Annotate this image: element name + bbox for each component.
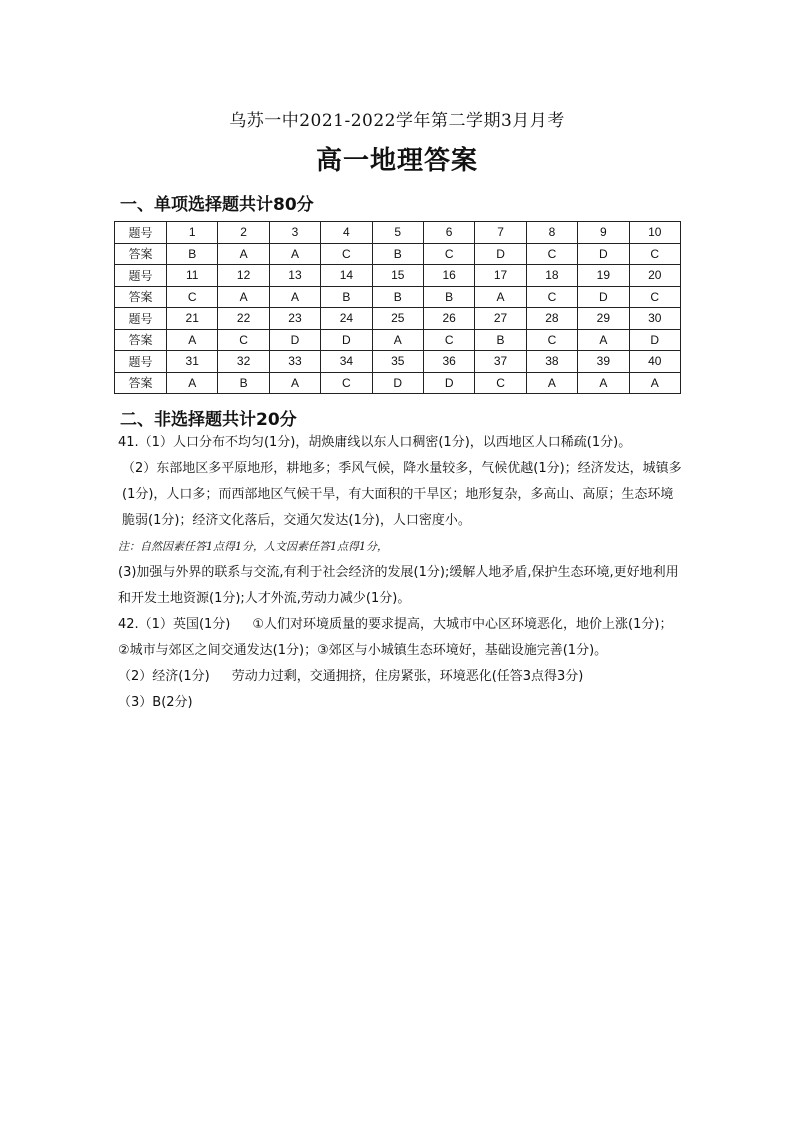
answer-cell: B [423,286,474,308]
question-number-cell: 24 [321,308,372,330]
page-title: 高一地理答案 [315,146,478,176]
answer-table [114,221,681,394]
q41-part2: （2）东部地区多平原地形，耕地多；季风气候，降水量较多，气候优越(1分)；经济发达，城镇多(1分)，人口多；而西部地区气候干旱，有大面积的干旱区；地形复杂，多高山、高原；生态环境脆弱(1分)；经济文化落后，交通欠发达(1分)，人口密度小。 [122,461,682,528]
row-label-answer: 答案 [115,286,167,308]
question-number-cell: 14 [321,265,372,287]
question-number-cell: 38 [526,351,577,373]
answer-cell: B [218,372,269,394]
question-number-cell: 26 [423,308,474,330]
question-number-cell: 31 [167,351,218,373]
row-label-answer: 答案 [115,372,167,394]
q42-part1-lead: 42.（1）英国(1分) [118,617,231,632]
row-label-question: 题号 [115,265,167,287]
question-number-cell: 9 [578,222,629,244]
question-number-row [115,351,681,373]
q42-part2-lead: （2）经济(1分) [118,669,210,684]
question-number-cell: 29 [578,308,629,330]
answer-cell: A [269,372,320,394]
answer-row [115,286,681,308]
q42-part2-rest: 劳动力过剩，交通拥挤，住房紧张，环境恶化(任答3点得3分) [231,669,584,684]
question-number-row [115,265,681,287]
question-number-cell: 35 [372,351,423,373]
question-answers [118,430,684,716]
answer-cell: A [167,372,218,394]
section1-heading: 一、单项选择题共计80分 [120,195,314,215]
answer-row [115,329,681,351]
answer-cell: A [269,243,320,265]
answer-cell: C [167,286,218,308]
question-number-cell: 30 [629,308,680,330]
question-number-cell: 40 [629,351,680,373]
answer-row [115,243,681,265]
question-number-cell: 25 [372,308,423,330]
question-number-row [115,308,681,330]
answer-cell: D [578,286,629,308]
answer-cell: A [218,286,269,308]
answer-cell: B [321,286,372,308]
answer-cell: D [321,329,372,351]
answer-cell: A [578,372,629,394]
answer-cell: C [526,286,577,308]
q42-part3: （3）B(2分) [118,695,193,710]
answer-cell: A [629,372,680,394]
answer-cell: A [578,329,629,351]
answer-cell: C [475,372,526,394]
row-label-answer: 答案 [115,243,167,265]
q42-part1 [118,612,684,664]
question-number-cell: 33 [269,351,320,373]
row-label-question: 题号 [115,351,167,373]
answer-cell: A [475,286,526,308]
answer-cell: C [423,243,474,265]
question-number-cell: 19 [578,265,629,287]
section2-heading: 二、非选择题共计20分 [120,410,297,430]
q41-part3: (3)加强与外界的联系与交流,有利于社会经济的发展(1分);缓解人地矛盾,保护生态环境,更好地利用和开发土地资源(1分);人才外流,劳动力减少(1分)。 [118,565,679,606]
question-number-cell: 10 [629,222,680,244]
answer-cell: C [321,243,372,265]
question-number-cell: 3 [269,222,320,244]
question-number-cell: 4 [321,222,372,244]
answer-cell: B [372,243,423,265]
answer-cell: B [475,329,526,351]
question-number-cell: 11 [167,265,218,287]
question-number-cell: 12 [218,265,269,287]
question-number-cell: 7 [475,222,526,244]
answer-cell: C [526,243,577,265]
question-number-cell: 23 [269,308,320,330]
answer-cell: C [321,372,372,394]
answer-cell: C [526,329,577,351]
q42-part1-rest: ①人们对环境质量的要求提高，大城市中心区环境恶化，地价上涨(1分)；②城市与郊区之间交通发达(1分)；③郊区与小城镇生态环境好，基础设施完善(1分)。 [118,617,673,658]
question-number-cell: 16 [423,265,474,287]
answer-cell: A [526,372,577,394]
question-number-cell: 15 [372,265,423,287]
answer-cell: D [629,329,680,351]
answer-cell: D [475,243,526,265]
question-number-cell: 22 [218,308,269,330]
answer-cell: C [423,329,474,351]
question-number-cell: 20 [629,265,680,287]
answer-cell: A [167,329,218,351]
answer-cell: B [167,243,218,265]
question-number-cell: 5 [372,222,423,244]
answer-cell: C [218,329,269,351]
question-number-cell: 21 [167,308,218,330]
question-number-cell: 34 [321,351,372,373]
answer-cell: A [218,243,269,265]
question-number-cell: 28 [526,308,577,330]
answer-cell: A [372,329,423,351]
answer-row [115,372,681,394]
answer-cell: C [629,286,680,308]
question-number-cell: 8 [526,222,577,244]
answer-cell: B [372,286,423,308]
question-number-row [115,222,681,244]
school-exam-title: 乌苏一中2021-2022学年第二学期3月月考 [229,111,565,131]
answer-cell: D [372,372,423,394]
question-number-cell: 27 [475,308,526,330]
answer-cell: A [269,286,320,308]
answer-cell: D [578,243,629,265]
q41-part1: 41.（1）人口分布不均匀(1分)，胡焕庸线以东人口稠密(1分)，以西地区人口稀疏(1分)。 [118,435,632,450]
question-number-cell: 13 [269,265,320,287]
row-label-answer: 答案 [115,329,167,351]
answer-cell: C [629,243,680,265]
question-number-cell: 17 [475,265,526,287]
q41-note: 注：自然因素任答1点得1分，人文因素任答1点得1分， [118,540,388,553]
question-number-cell: 32 [218,351,269,373]
row-label-question: 题号 [115,308,167,330]
answer-cell: D [423,372,474,394]
question-number-cell: 39 [578,351,629,373]
question-number-cell: 2 [218,222,269,244]
question-number-cell: 1 [167,222,218,244]
question-number-cell: 18 [526,265,577,287]
answer-cell: D [269,329,320,351]
q42-part2 [118,664,684,690]
question-number-cell: 37 [475,351,526,373]
question-number-cell: 6 [423,222,474,244]
row-label-question: 题号 [115,222,167,244]
question-number-cell: 36 [423,351,474,373]
